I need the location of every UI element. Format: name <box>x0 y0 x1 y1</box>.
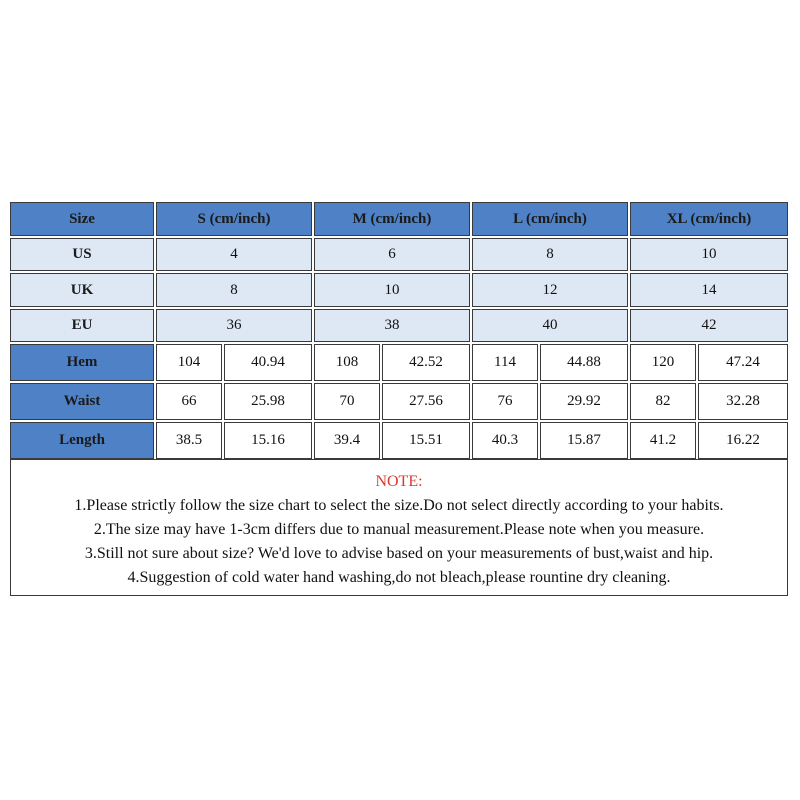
cell-uk-xl: 14 <box>630 273 788 307</box>
cell-eu-l: 40 <box>472 309 628 342</box>
header-size-l: L (cm/inch) <box>472 202 628 236</box>
row-label-us: US <box>10 238 154 271</box>
cell-waist-xl-cm: 82 <box>630 383 696 420</box>
cell-eu-m: 38 <box>314 309 470 342</box>
notes-box <box>10 459 788 596</box>
cell-length-l-cm: 40.3 <box>472 422 538 459</box>
row-label-hem: Hem <box>10 344 154 381</box>
table-row-eu <box>10 309 788 342</box>
cell-hem-l-inch: 44.88 <box>540 344 628 381</box>
cell-waist-l-cm: 76 <box>472 383 538 420</box>
note-line-2: 2.The size may have 1-3cm differs due to manual measurement.Please note when you measure. <box>93 521 705 538</box>
table-row-hem <box>10 344 788 381</box>
table-row-us <box>10 238 788 271</box>
row-label-length: Length <box>10 422 154 459</box>
cell-uk-m: 10 <box>314 273 470 307</box>
cell-waist-m-cm: 70 <box>314 383 380 420</box>
header-size-label: Size <box>10 202 154 236</box>
cell-length-xl-cm: 41.2 <box>630 422 696 459</box>
cell-length-xl-inch: 16.22 <box>698 422 788 459</box>
cell-hem-m-cm: 108 <box>314 344 380 381</box>
row-label-waist: Waist <box>10 383 154 420</box>
cell-us-s: 4 <box>156 238 312 271</box>
cell-waist-xl-inch: 32.28 <box>698 383 788 420</box>
row-label-uk: UK <box>10 273 154 307</box>
table-row-waist <box>10 383 788 420</box>
cell-hem-s-cm: 104 <box>156 344 222 381</box>
cell-uk-s: 8 <box>156 273 312 307</box>
cell-waist-s-inch: 25.98 <box>224 383 312 420</box>
notes-title: NOTE: <box>375 473 423 490</box>
note-line-4: 4.Suggestion of cold water hand washing,do not bleach,please rountine dry cleaning. <box>127 569 671 586</box>
note-line-3: 3.Still not sure about size? We'd love to advise based on your measurements of bust,waist and hip. <box>84 545 714 562</box>
cell-us-xl: 10 <box>630 238 788 271</box>
cell-us-l: 8 <box>472 238 628 271</box>
cell-length-s-inch: 15.16 <box>224 422 312 459</box>
cell-hem-xl-cm: 120 <box>630 344 696 381</box>
cell-hem-s-inch: 40.94 <box>224 344 312 381</box>
cell-uk-l: 12 <box>472 273 628 307</box>
header-size-xl: XL (cm/inch) <box>630 202 788 236</box>
cell-length-m-inch: 15.51 <box>382 422 470 459</box>
table-row-uk <box>10 273 788 307</box>
cell-us-m: 6 <box>314 238 470 271</box>
cell-eu-s: 36 <box>156 309 312 342</box>
row-label-eu: EU <box>10 309 154 342</box>
note-line-1: 1.Please strictly follow the size chart to select the size.Do not select directly according to your habits. <box>74 497 724 514</box>
cell-hem-m-inch: 42.52 <box>382 344 470 381</box>
cell-length-s-cm: 38.5 <box>156 422 222 459</box>
table-row-length <box>10 422 788 459</box>
cell-waist-s-cm: 66 <box>156 383 222 420</box>
header-size-s: S (cm/inch) <box>156 202 312 236</box>
header-row <box>10 202 788 236</box>
header-size-m: M (cm/inch) <box>314 202 470 236</box>
cell-length-m-cm: 39.4 <box>314 422 380 459</box>
cell-hem-xl-inch: 47.24 <box>698 344 788 381</box>
cell-waist-m-inch: 27.56 <box>382 383 470 420</box>
cell-waist-l-inch: 29.92 <box>540 383 628 420</box>
cell-eu-xl: 42 <box>630 309 788 342</box>
cell-hem-l-cm: 114 <box>472 344 538 381</box>
cell-length-l-inch: 15.87 <box>540 422 628 459</box>
